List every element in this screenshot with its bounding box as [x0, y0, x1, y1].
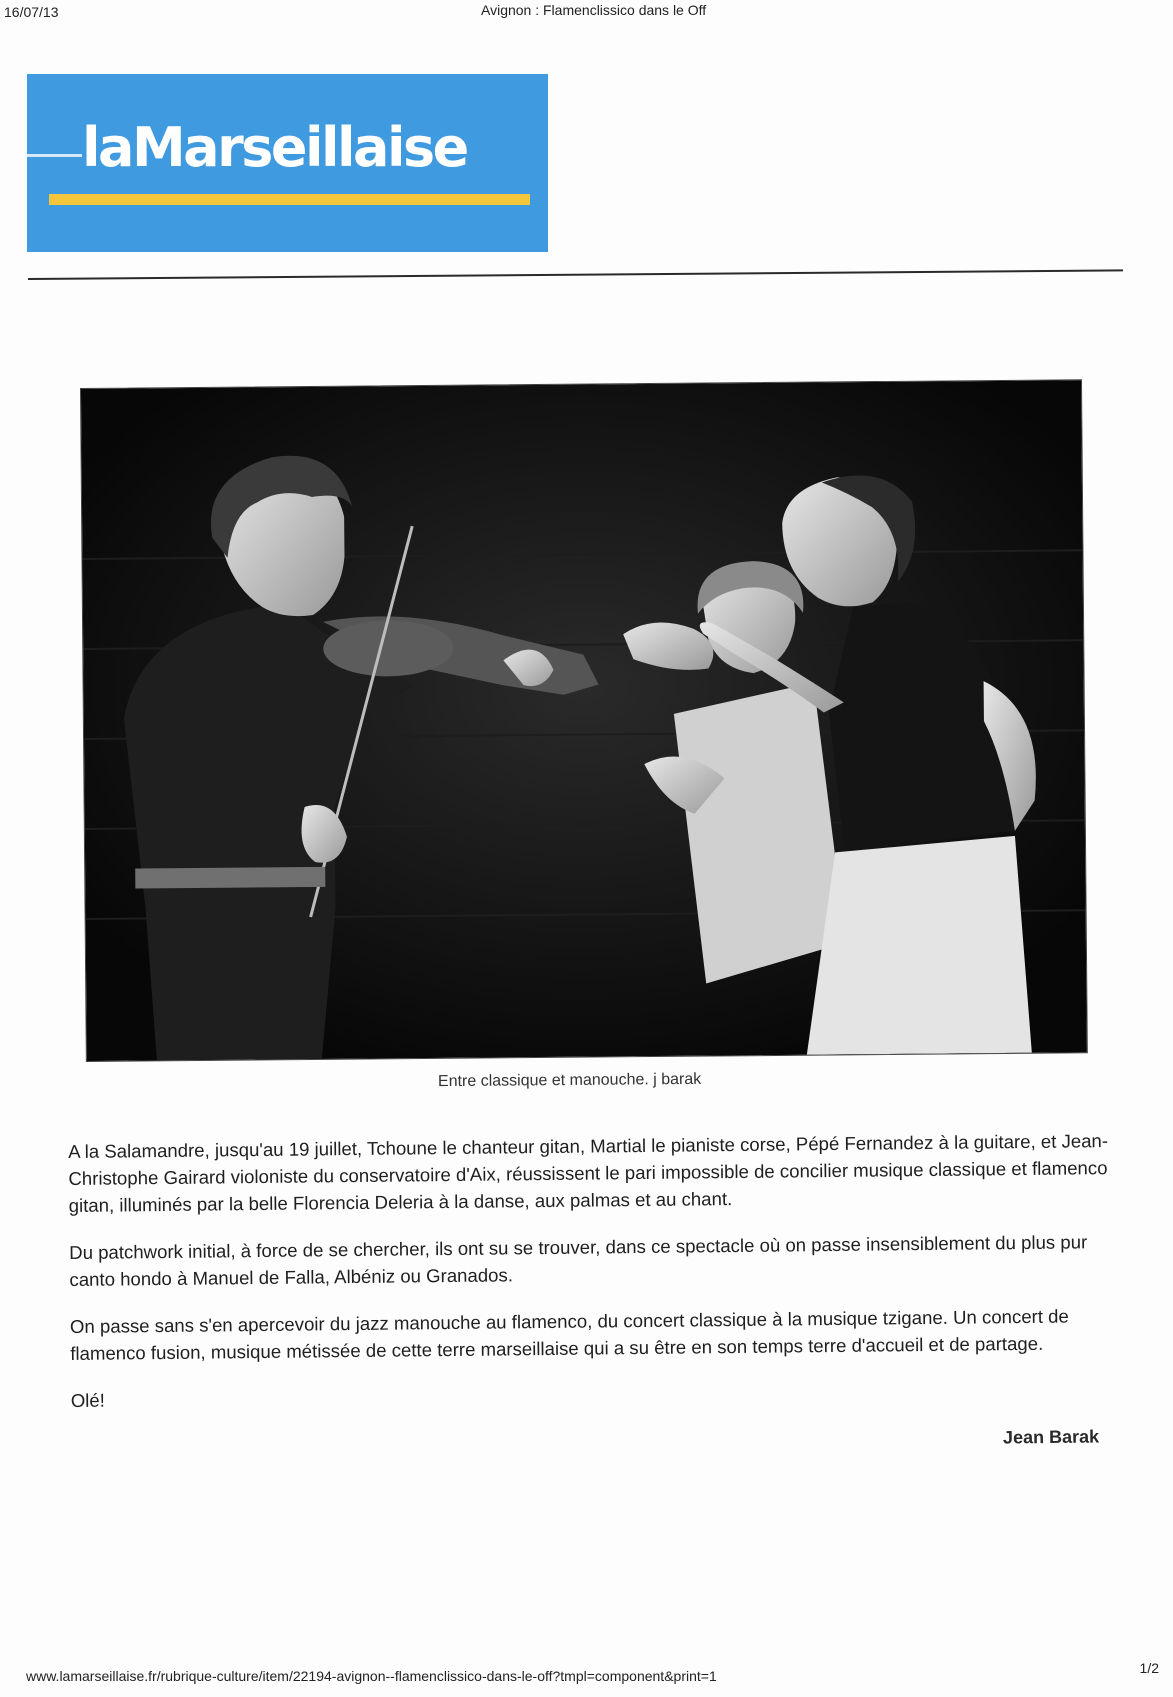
photo-caption: Entre classique et manouche. j barak	[437, 1070, 702, 1091]
logo-wordmark: laMarseillaise	[82, 116, 467, 179]
print-source-url: www.lamarseillaise.fr/rubrique-culture/item/22194-avignon--flamenclissico-dans-le-off?tmpl=component&print=1	[26, 1668, 717, 1684]
logo-accent-line	[27, 154, 82, 157]
newspaper-logo	[27, 74, 548, 252]
article-author: Jean Barak	[1002, 1426, 1100, 1448]
header-divider	[28, 269, 1123, 280]
article-body	[68, 1127, 1121, 1434]
print-date: 16/07/13	[4, 4, 59, 20]
article-paragraph: A la Salamandre, jusqu'au 19 juillet, Tchoune le chanteur gitan, Martial le pianiste corse, Pépé Fernandez à la guitare, et Jean-Christophe Gairard violoniste du conservatoire d'Aix, réussissent le pari impossible de concilier musique classique et flamenco gitan, illuminés par la belle Florencia Deleria à la danse, aux palmas et au chant.	[68, 1130, 1109, 1216]
concert-scene-illustration	[81, 380, 1087, 1061]
print-page-number: 1/2	[1139, 1660, 1159, 1676]
article-paragraph: On passe sans s'en apercevoir du jazz manouche au flamenco, du concert classique à la musique tzigane. Un concert de flamenco fusion, musique métissée de cette terre marseillaise qui a su être en son temps terre d'accueil et de partage.	[69, 1305, 1069, 1364]
print-page-title: Avignon : Flamenclissico dans le Off	[481, 2, 707, 18]
article-paragraph: Olé!	[70, 1389, 105, 1411]
logo-yellow-bar	[49, 194, 530, 205]
article-paragraph: Du patchwork initial, à force de se chercher, ils ont su se trouver, dans ce spectacle où on passe insensiblement du plus pur canto hondo à Manuel de Falla, Albéniz ou Granados.	[69, 1231, 1088, 1290]
article-photo	[80, 379, 1088, 1062]
